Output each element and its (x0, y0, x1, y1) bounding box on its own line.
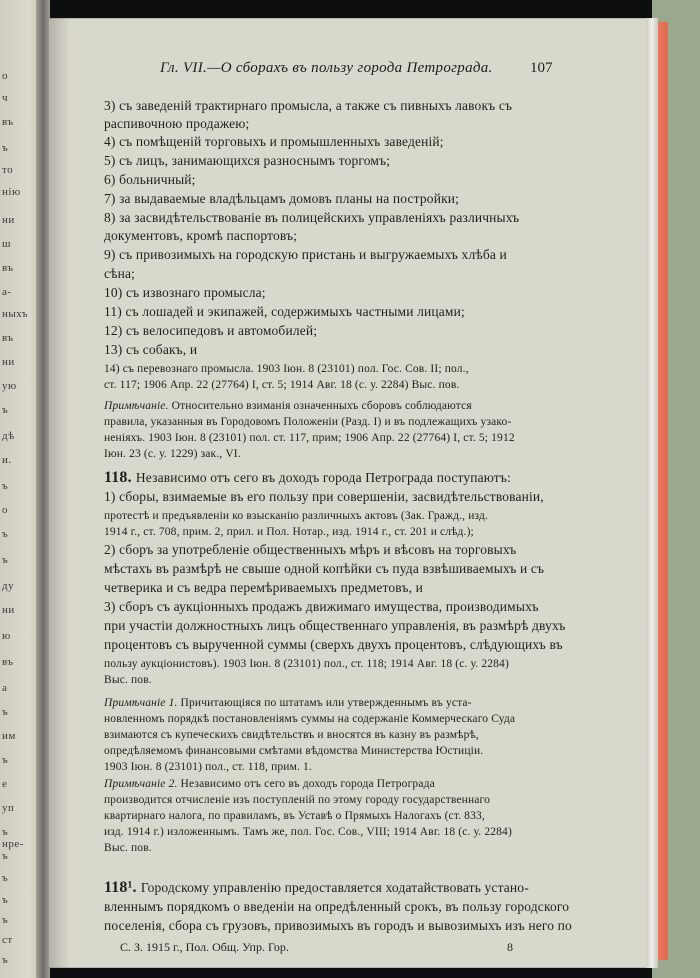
note-line: Выс. пов. (104, 842, 152, 854)
left-page-fragment: ъ (2, 894, 9, 906)
note-line: Примѣчаніе 1. Причитающіяся по штатамъ или утвержденнымъ въ уста- (104, 697, 472, 709)
text-line: при участіи должностныхъ лицъ общественнаго управленія, въ размѣрѣ двухъ (104, 618, 566, 633)
left-page-fragment: ъ (2, 480, 9, 492)
note-line: квартирнаго налога, по правиламъ, въ Уставѣ о Прямыхъ Налогахъ (ст. 833, (104, 810, 485, 822)
text-line: вленнымъ порядкомъ о введеніи на опредѣленный срокъ, въ пользу городского (104, 899, 570, 914)
note-line: неніяхъ. 1903 Іюн. 8 (23101) пол. ст. 117, прим; 1906 Апр. 22 (27764) I, ст. 5; 1912 (104, 432, 515, 444)
note-line: Примѣчаніе 2. Независимо отъ сего въ доходъ города Петрограда (104, 778, 435, 790)
left-page-fragment: нре- (2, 838, 24, 850)
left-page-fragment: о (2, 504, 8, 516)
left-page-fragment: ую (2, 380, 17, 392)
text-line: мѣстахъ въ размѣрѣ не свыше одной копѣйки съ пуда взвѣшиваемыхъ и съ (104, 561, 545, 576)
left-page-fragment: ъ (2, 872, 9, 884)
text-line: поселенія, сбора съ грузовъ, привозимыхъ въ городъ и вывозимыхъ изъ него по (104, 918, 572, 933)
note-line: Примѣчаніе. Относительно взиманія означенныхъ сборовъ соблюдаются (104, 400, 472, 412)
note-line: взимаются съ купеческихъ свидѣтельствъ и вносятся въ казну въ размѣрѣ, (104, 729, 479, 741)
text-line: ст. 117; 1906 Апр. 22 (27764) I, ст. 5; 1914 Авг. 18 (с. у. 2284) Выс. пов. (104, 379, 460, 391)
text-line: 8) за засвидѣтельствованіе въ полицейскихъ управленіяхъ различныхъ (104, 210, 520, 225)
text-line: пользу аукціонистовъ). 1903 Іюн. 8 (23101) пол., ст. 118; 1914 Авг. 18 (с. у. 2284) (104, 658, 509, 670)
text-line: сѣна; (104, 266, 136, 281)
note-line: изд. 1914 г.) изложеннымъ. Тамъ же, пол. Гос. Сов., VIII; 1914 Авг. 18 (с. у. 2284) (104, 826, 512, 838)
page-shadow (48, 18, 70, 968)
text-line: протестѣ и предъявленіи ко взысканію различныхъ актовъ (Зак. Гражд., изд. (104, 510, 489, 522)
left-page-fragment: то (2, 164, 14, 176)
left-page-fragment: ш (2, 238, 11, 250)
left-page-fragment: ъ (2, 954, 9, 966)
text-line: 4) съ помѣщеній торговыхъ и промышленныхъ заведеній; (104, 134, 444, 149)
left-page-fragment: а- (2, 286, 12, 298)
section-118-heading: 118. Независимо отъ сего въ доходъ города Петрограда поступаютъ: (104, 469, 511, 486)
note-line: производится отчисленіе изъ поступленій по этому городу государственнаго (104, 794, 491, 806)
left-page-fragment: им (2, 730, 16, 742)
note-line: Іюн. 23 (с. у. 1229) зак., VI. (104, 448, 241, 460)
left-page-fragment: уп (2, 802, 15, 814)
text-line: 3) сборъ съ аукціонныхъ продажъ движимаго имущества, производимыхъ (104, 599, 539, 614)
left-page-fragment: въ (2, 656, 14, 668)
left-page-fragment: а (2, 682, 8, 694)
left-page-fragment: ъ (2, 706, 9, 718)
page-number: 107 (530, 60, 553, 76)
left-page-fragment: ю (2, 630, 11, 642)
left-page-fragment: ъ (2, 826, 9, 838)
left-page-fragment: ни (2, 356, 15, 368)
left-page-fragment: въ (2, 332, 14, 344)
text-line: 3) съ заведеній трактирнаго промысла, а также съ пивныхъ лавокъ съ (104, 98, 513, 113)
page-stack-edge (646, 18, 658, 968)
left-page-fragment: дѣ (2, 430, 15, 442)
left-page-fragment: ъ (2, 142, 9, 154)
footer-signature-mark: 8 (507, 940, 513, 954)
text-line: 1914 г., ст. 708, прим. 2, прил. и Пол. Нотар., изд. 1914 г., ст. 201 и слѣд.); (104, 526, 474, 538)
note-line: 1903 Іюн. 8 (23101) пол., ст. 118, прим. 1. (104, 761, 312, 773)
text-line: Выс. пов. (104, 674, 152, 686)
note-line: новленномъ порядкѣ постановленіямъ суммы на содержаніе Коммерческаго Суда (104, 713, 516, 725)
text-line: распивочною продажею; (104, 116, 250, 131)
text-line: 1) сборы, взимаемые въ его пользу при совершеніи, засвидѣтельствованіи, (104, 489, 544, 504)
left-page-fragment: ч (2, 92, 9, 104)
left-page-fragment: е (2, 778, 8, 790)
left-page-fragment: ъ (2, 914, 9, 926)
text-line: документовъ, кромѣ паспортовъ; (104, 228, 298, 243)
left-page-fragment: нію (2, 186, 21, 198)
left-page-fragment: ни (2, 214, 15, 226)
left-page-fragment: въ (2, 116, 14, 128)
text-line: 13) съ собакъ, и (104, 342, 198, 357)
left-page-fragment: и. (2, 454, 12, 466)
footer-signature-left: С. З. 1915 г., Пол. Общ. Упр. Гор. (120, 940, 289, 954)
text-line: 5) съ лицъ, занимающихся разноснымъ торгомъ; (104, 153, 391, 168)
left-page-fragment: ду (2, 580, 15, 592)
text-line: 6) больничный; (104, 172, 196, 187)
left-page-fragment: въ (2, 262, 14, 274)
text-line: 7) за выдаваемые владѣльцамъ домовъ планы на постройки; (104, 191, 460, 206)
text-line: 14) съ перевознаго промысла. 1903 Іюн. 8 (23101) пол. Гос. Сов. II; пол., (104, 363, 469, 375)
left-page-fragment: ъ (2, 754, 9, 766)
text-line: 11) съ лошадей и экипажей, содержимыхъ частными лицами; (104, 304, 465, 319)
text-line: 9) съ привозимыхъ на городскую пристань и выгружаемыхъ хлѣба и (104, 247, 507, 262)
left-page-fragment: о (2, 70, 8, 82)
left-page-fragment: ныхъ (2, 308, 29, 320)
text-line: 10) съ извознаго промысла; (104, 285, 266, 300)
note-line: правила, указанныя въ Городовомъ Положеніи (Разд. I) и въ подлежащихъ узако- (104, 416, 512, 428)
note-line: опредѣляемомъ финансовыми смѣтами вѣдомства Министерства Юстиціи. (104, 745, 484, 757)
running-header: Гл. VII.—О сборахъ въ пользу города Петрограда. (160, 60, 493, 76)
left-page-fragment: ст (2, 934, 13, 946)
section-118-1-heading: 118¹. Городскому управленію предоставляется ходатайствовать устано- (104, 879, 529, 896)
text-line: четверика и съ ведра перемѣриваемыхъ предметовъ, и (104, 580, 424, 595)
left-page-fragment: ни (2, 604, 15, 616)
left-page-fragment: ъ (2, 404, 9, 416)
text-line: 2) сборъ за употребленіе общественныхъ мѣръ и вѣсовъ на торговыхъ (104, 542, 517, 557)
text-line: процентовъ съ вырученной суммы (сверхъ двухъ процентовъ, слѣдующихъ въ (104, 637, 563, 652)
left-page-fragment: ъ (2, 850, 9, 862)
left-page-fragment: ъ (2, 528, 9, 540)
left-page-fragment: ъ (2, 554, 9, 566)
text-line: 12) съ велосипедовъ и автомобилей; (104, 323, 318, 338)
